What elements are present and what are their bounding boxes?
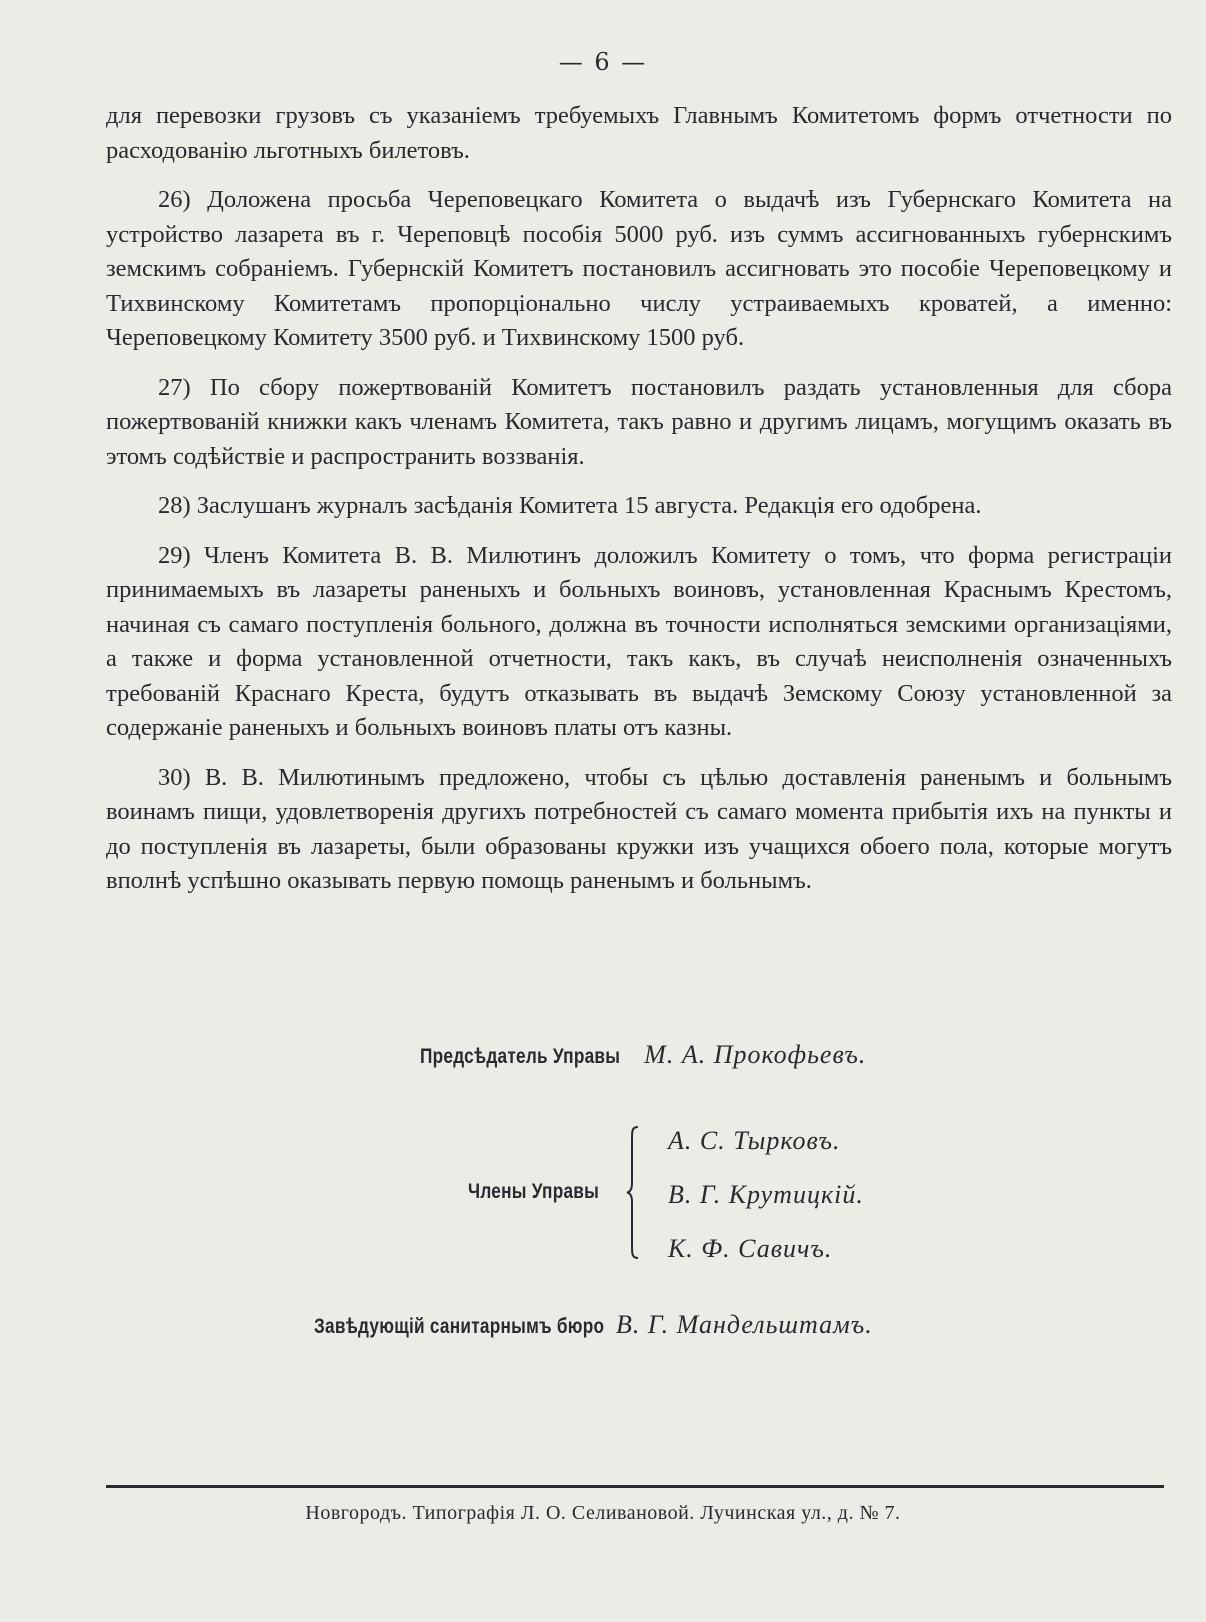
body-text [106, 99, 1172, 914]
bureau-head-signature [314, 1310, 873, 1340]
paragraph-item-27: 27) По сбору пожертвованій Комитетъ постановилъ раздать установленныя для сбора пожертвованій книжки какъ членамъ Комитета, такъ равно и другимъ лицамъ, могущимъ оказать въ этомъ содѣйствіе и распространить воззванія. [106, 373, 1172, 470]
paragraph-item-28: 28) Заслушанъ журналъ засѣданія Комитета 15 августа. Редакція его одобрена. [158, 492, 982, 519]
chair-title: Предсѣдатель Управы [420, 1045, 621, 1068]
page-number: — 6 — [558, 48, 648, 76]
paragraph-item-26: 26) Доложена просьба Череповецкаго Комитета о выдачѣ изъ Губернскаго Комитета на устройство лазарета въ г. Череповцѣ пособія 5000 руб. изъ суммъ ассигнованныхъ губернскимъ земскимъ собраніемъ. Губернскій Комитетъ постановилъ ассигновать это пособіе Череповецкому и Тихвинскому Комитетамъ пропорціонально числу устраиваемыхъ кроватей, а именно: Череповецкому Комитету 3500 руб. и Тихвинскому 1500 руб. [106, 186, 1172, 351]
member-name: В. Г. Крутицкій. [668, 1180, 864, 1209]
members-title: Члены Управы [468, 1180, 600, 1203]
member-signature [668, 1126, 840, 1156]
chair-signature [420, 1040, 866, 1070]
bureau-head-title: Завѣдующій санитарнымъ бюро [314, 1315, 605, 1338]
paragraph-continuation: для перевозки грузовъ съ указаніемъ требуемыхъ Главнымъ Комитетомъ формъ отчетности по расходованію льготныхъ билетовъ. [106, 102, 1172, 164]
member-name: К. Ф. Савичъ. [668, 1234, 833, 1263]
bureau-head-name: В. Г. Мандельштамъ. [615, 1310, 873, 1339]
member-signature [668, 1180, 864, 1210]
printer-imprint: Новгородъ. Типографія Л. О. Селивановой. Лучинская ул., д. № 7. [305, 1502, 901, 1524]
member-signature [668, 1234, 832, 1264]
member-name: А. С. Тырковъ. [668, 1126, 841, 1155]
footer-divider [106, 1485, 1164, 1488]
members-title-wrap [468, 1180, 628, 1204]
curly-brace-icon [626, 1125, 642, 1260]
paragraph-item-29: 29) Членъ Комитета В. В. Милютинъ доложилъ Комитету о томъ, что форма регистраціи принимаемыхъ въ лазареты раненыхъ и больныхъ воиновъ, установленная Краснымъ Крестомъ, начиная съ самаго поступленія больного, должна въ точности исполняться земскими организаціями, а также и форма установленной отчетности, такъ какъ, въ случаѣ неисполненія означенныхъ требованій Краснаго Креста, будутъ отказывать въ выдачѣ Земскому Союзу установленной за содержаніе раненыхъ и больныхъ воиновъ платы отъ казны. [106, 541, 1172, 741]
chair-name: М. А. Прокофьевъ. [644, 1040, 867, 1069]
paragraph-item-30: 30) В. В. Милютинымъ предложено, чтобы съ цѣлью доставленія раненымъ и больнымъ воинамъ пищи, удовлетворенія другихъ потребностей съ самаго момента прибытія ихъ на пункты и до поступленія въ лазареты, были образованы кружки изъ учащихся обоего пола, которые могутъ вполнѣ успѣшно оказывать первую помощь раненымъ и больнымъ. [106, 763, 1172, 894]
